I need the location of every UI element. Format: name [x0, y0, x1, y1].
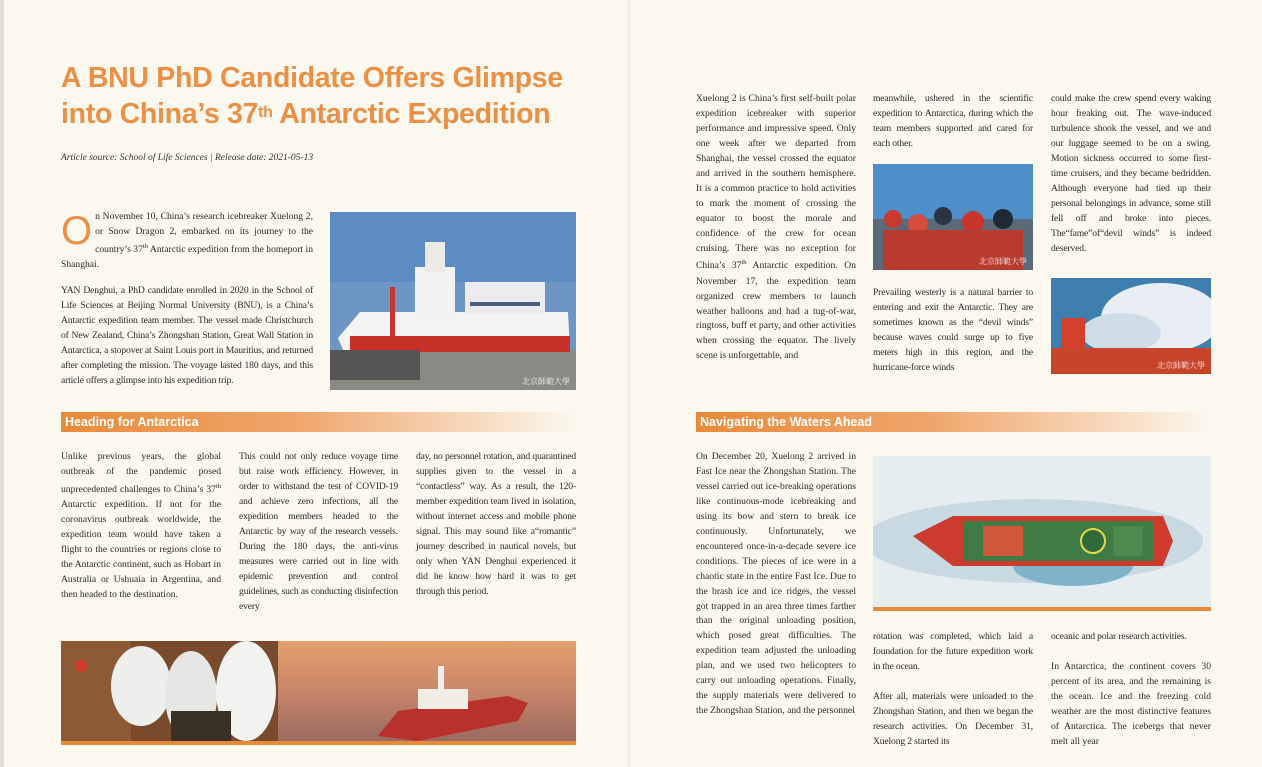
- right-column-3: could make the crew spend every waking hour freaking out. The wave-induced turbulence shook the vessel, and we and our luggage seemed to be on a swing. Motion sickness occurred to some first-time cruisers, and they became bedridden. Although everyone had tied up their personal belongings in advance, some still fell off and broke into pieces. The“fame”of“devil winds” is indeed deserved.: [1051, 93, 1211, 254]
- section2-column-1: On December 20, Xuelong 2 arrived in Fast Ice near the Zhongshan Station. The vessel carried out ice-breaking operations like continuous-mode icebreaking and using its bow and stern to break ice continuously. Unfortunately, we encountered once-in-a-decade severe ice conditions. The pieces of ice were in a chaotic state in the entire Fast Ice. Due to the brash ice and ice ridges, the vessel got trapped in an area three times farther than the original unloading position, which posed great difficulties. The expedition team adjusted the unloading plan, and we used two helicopters to carry out unloading operations. Finally, the supply materials were delivered to the Zhongshan Station, and the personnel: [696, 451, 856, 717]
- section2-column-2-a: rotation was completed, which laid a foundation for the future expedition work in the ocean.: [873, 631, 1033, 672]
- section-heading-antarctica: Heading for Antarctica: [61, 412, 576, 432]
- section1-column-1: Unlike previous years, the global outbreak of the pandemic posed unprecedented challenges to China’s 37th Antarctic expedition. If not for the coronavirus outbreak worldwide, the expedition team would have taken a flight to the countries or regions close to the Antarctic continent, such as Hobart in Australia or Ushuaia in Argentina, and then headed to the destination.: [61, 451, 221, 600]
- section1-column-2: This could not only reduce voyage time but raise work efficiency. However, in order to withstand the test of COVID-19 and achieve zero infections, all the expedition members headed to the Antarctic by way of the research vessels. During the 180 days, the anti-virus measures were carried out in line with epidemic prevention and control guidelines, such as conducting disinfection every: [239, 451, 398, 612]
- right-column-2-top: meanwhile, ushered in the scientific expedition to Antarctica, during which the team members supported and cared for each other.: [873, 93, 1033, 149]
- section-heading-navigating: Navigating the Waters Ahead: [696, 412, 1211, 432]
- photo-protective-suits: [61, 641, 278, 741]
- right-column-1: Xuelong 2 is China’s first self-built polar expedition icebreaker with superior performance and impressive speed. Only one week after we departed from Shanghai, the vessel crossed the equator and arrived in the southern hemisphere. It is a common practice to hold activities to mark the moment of crossing the equator to boost the morale and confidence of the crew for ocean cruising. There was no exception for China’s 37th Antarctic expedition. On November 17, the expedition team organized crew members to launch weather balloons and had a tug-of-war, ringtoss, buff et party, and other activities when crossing the equator. The lively scene is unforgettable, and: [696, 93, 856, 362]
- watermark: 北京師範大學: [979, 257, 1027, 266]
- intro-body: YAN Denghui, a PhD candidate enrolled in 2020 in the School of Life Sciences at Beijing Normal University (BNU), is a China’s Antarctic expedition team member. The vessel made Christchurch of New Zealand, China’s Zhongshan Station, Great Wall Station in Antarctica, a stopover at Saint Louis port in Mauritius, and returned after completing the mission. The voyage lasted 180 days, and this article offers a glimpse into his expedition trip.: [61, 285, 313, 386]
- watermark: 北京師範大學: [522, 377, 570, 386]
- bottom-accent-bar: [61, 741, 576, 745]
- title-sup: th: [258, 104, 273, 121]
- drop-cap: O: [61, 209, 93, 253]
- photo-wave-splash: [1051, 278, 1211, 374]
- title-line-2-post: Antarctic Expedition: [272, 98, 551, 130]
- section2-column-3-a: oceanic and polar research activities.: [1051, 631, 1187, 642]
- watermark: 北京師範大學: [1157, 361, 1205, 370]
- photo-vessel-at-sunset: [278, 641, 576, 741]
- page-spine: [628, 0, 630, 767]
- section2-column-3-b: In Antarctica, the continent covers 30 percent of its area, and the remaining is the ocean. Ice and the freezing cold weather are the most distinctive features of Antarctica. The icebergs that never melt all year: [1051, 661, 1211, 747]
- photo-accent-bar: [873, 607, 1211, 611]
- title-line-1: A BNU PhD Candidate Offers Glimpse: [61, 62, 563, 94]
- article-source: Article source: School of Life Sciences | Release date: 2021-05-13: [61, 153, 314, 163]
- photo-icebreaker-aerial: [873, 456, 1211, 607]
- section2-column-2-b: After all, materials were unloaded to the Zhongshan Station, and then we began the research activities. On December 31, Xuelong 2 started its: [873, 691, 1033, 747]
- intro-paragraph: On November 10, China’s research icebreaker Xuelong 2, or Snow Dragon 2, embarked on its journey to the country’s 37th Antarctic expedition from the homeport in Shanghai.: [61, 209, 313, 271]
- page-edge: [0, 0, 4, 767]
- right-column-2-bottom: Prevailing westerly is a natural barrier to entering and exit the Antarctic. They are sometimes known as the “devil winds” because waves could surge up to five meters high in this region, and the hurricane-force winds: [873, 287, 1033, 373]
- photo-equator-ceremony: [873, 164, 1033, 270]
- title-line-2-pre: into China’s 37: [61, 98, 259, 130]
- article-title: [61, 60, 601, 132]
- photo-icebreaker-at-port: [330, 212, 576, 390]
- section1-column-3: day, no personnel rotation, and quarantined supplies given to the vessel in a “contactless” way. As a result, the 120-member expedition team lived in isolation, without internet access and mobile phone signal. This may sound like a“romantic” journey described in nautical novels, but only when YAN Denghui experienced it did he know how hard it was to get through this period.: [416, 451, 576, 597]
